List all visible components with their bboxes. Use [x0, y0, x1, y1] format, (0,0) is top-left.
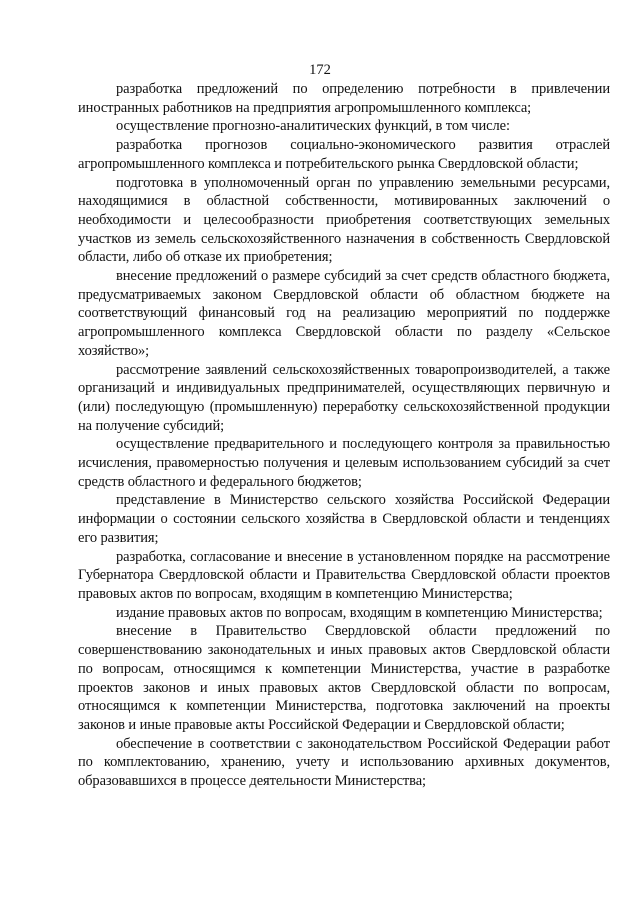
paragraph-7: осуществление предварительного и последующего контроля за правильностью исчисления, правомерностью получения и целевым использованием субсидий за счет средств областного и федерального бюджетов; [78, 436, 610, 490]
paragraph-8: представление в Министерство сельского хозяйства Российской Федерации информации о состоянии сельского хозяйства в Свердловской области и тенденциях его развития; [78, 492, 610, 546]
page-number: 172 [309, 62, 331, 78]
paragraph-10: издание правовых актов по вопросам, входящим в компетенцию Министерства; [116, 604, 603, 621]
paragraph-11: внесение в Правительство Свердловской области предложений по совершенствованию законодательных и иных правовых актов Свердловской области по вопросам, относящимся к компетенции Министерства, участие в разработке проектов законов и иных правовых актов Свердловской области по вопросам, относящимся к компетенции Министерства, подготовка заключений на проекты законов и иные правовые акты Российской Федерации и Свердловской области; [78, 623, 610, 733]
paragraph-12: обеспечение в соответствии с законодательством Российской Федерации работ по комплектованию, хранению, учету и использованию архивных документов, образовавшихся в процессе деятельности Министерства; [78, 735, 610, 790]
paragraph-5: внесение предложений о размере субсидий за счет средств областного бюджета, предусматриваемых законом Свердловской области об областном бюджете на соответствующий финансовый год на реализацию мероприятий по поддержке агропромышленного комплекса Свердловской области по разделу «Сельское хозяйство»; [78, 268, 610, 359]
paragraph-2: осуществление прогнозно-аналитических функций, в том числе: [116, 118, 510, 135]
paragraph-4: подготовка в уполномоченный орган по управлению земельными ресурсами, находящимися в областной собственности, мотивированных заключений о необходимости и целесообразности приобретения соответствующих земельных участков из земель сельскохозяйственного назначения в собственность Свердловской области, либо об отказе их приобретения; [78, 174, 610, 266]
paragraph-3: разработка прогнозов социально-экономического развития отраслей агропромышленного комплекса и потребительского рынка Свердловской области; [78, 137, 610, 172]
paragraph-1: разработка предложений по определению потребности в привлечении иностранных работников на предприятия агропромышленного комплекса; [78, 81, 610, 116]
paragraph-6: рассмотрение заявлений сельскохозяйственных товаропроизводителей, а также организаций и индивидуальных предпринимателей, осуществляющих первичную и (или) последующую (промышленную) переработку сельскохозяйственной продукции на получение субсидий; [78, 361, 610, 434]
paragraph-9: разработка, согласование и внесение в установленном порядке на рассмотрение Губернатора Свердловской области и Правительства Свердловской области проектов правовых актов по вопросам, входящим в компетенцию Министерства; [78, 548, 610, 602]
document-body [78, 80, 610, 791]
